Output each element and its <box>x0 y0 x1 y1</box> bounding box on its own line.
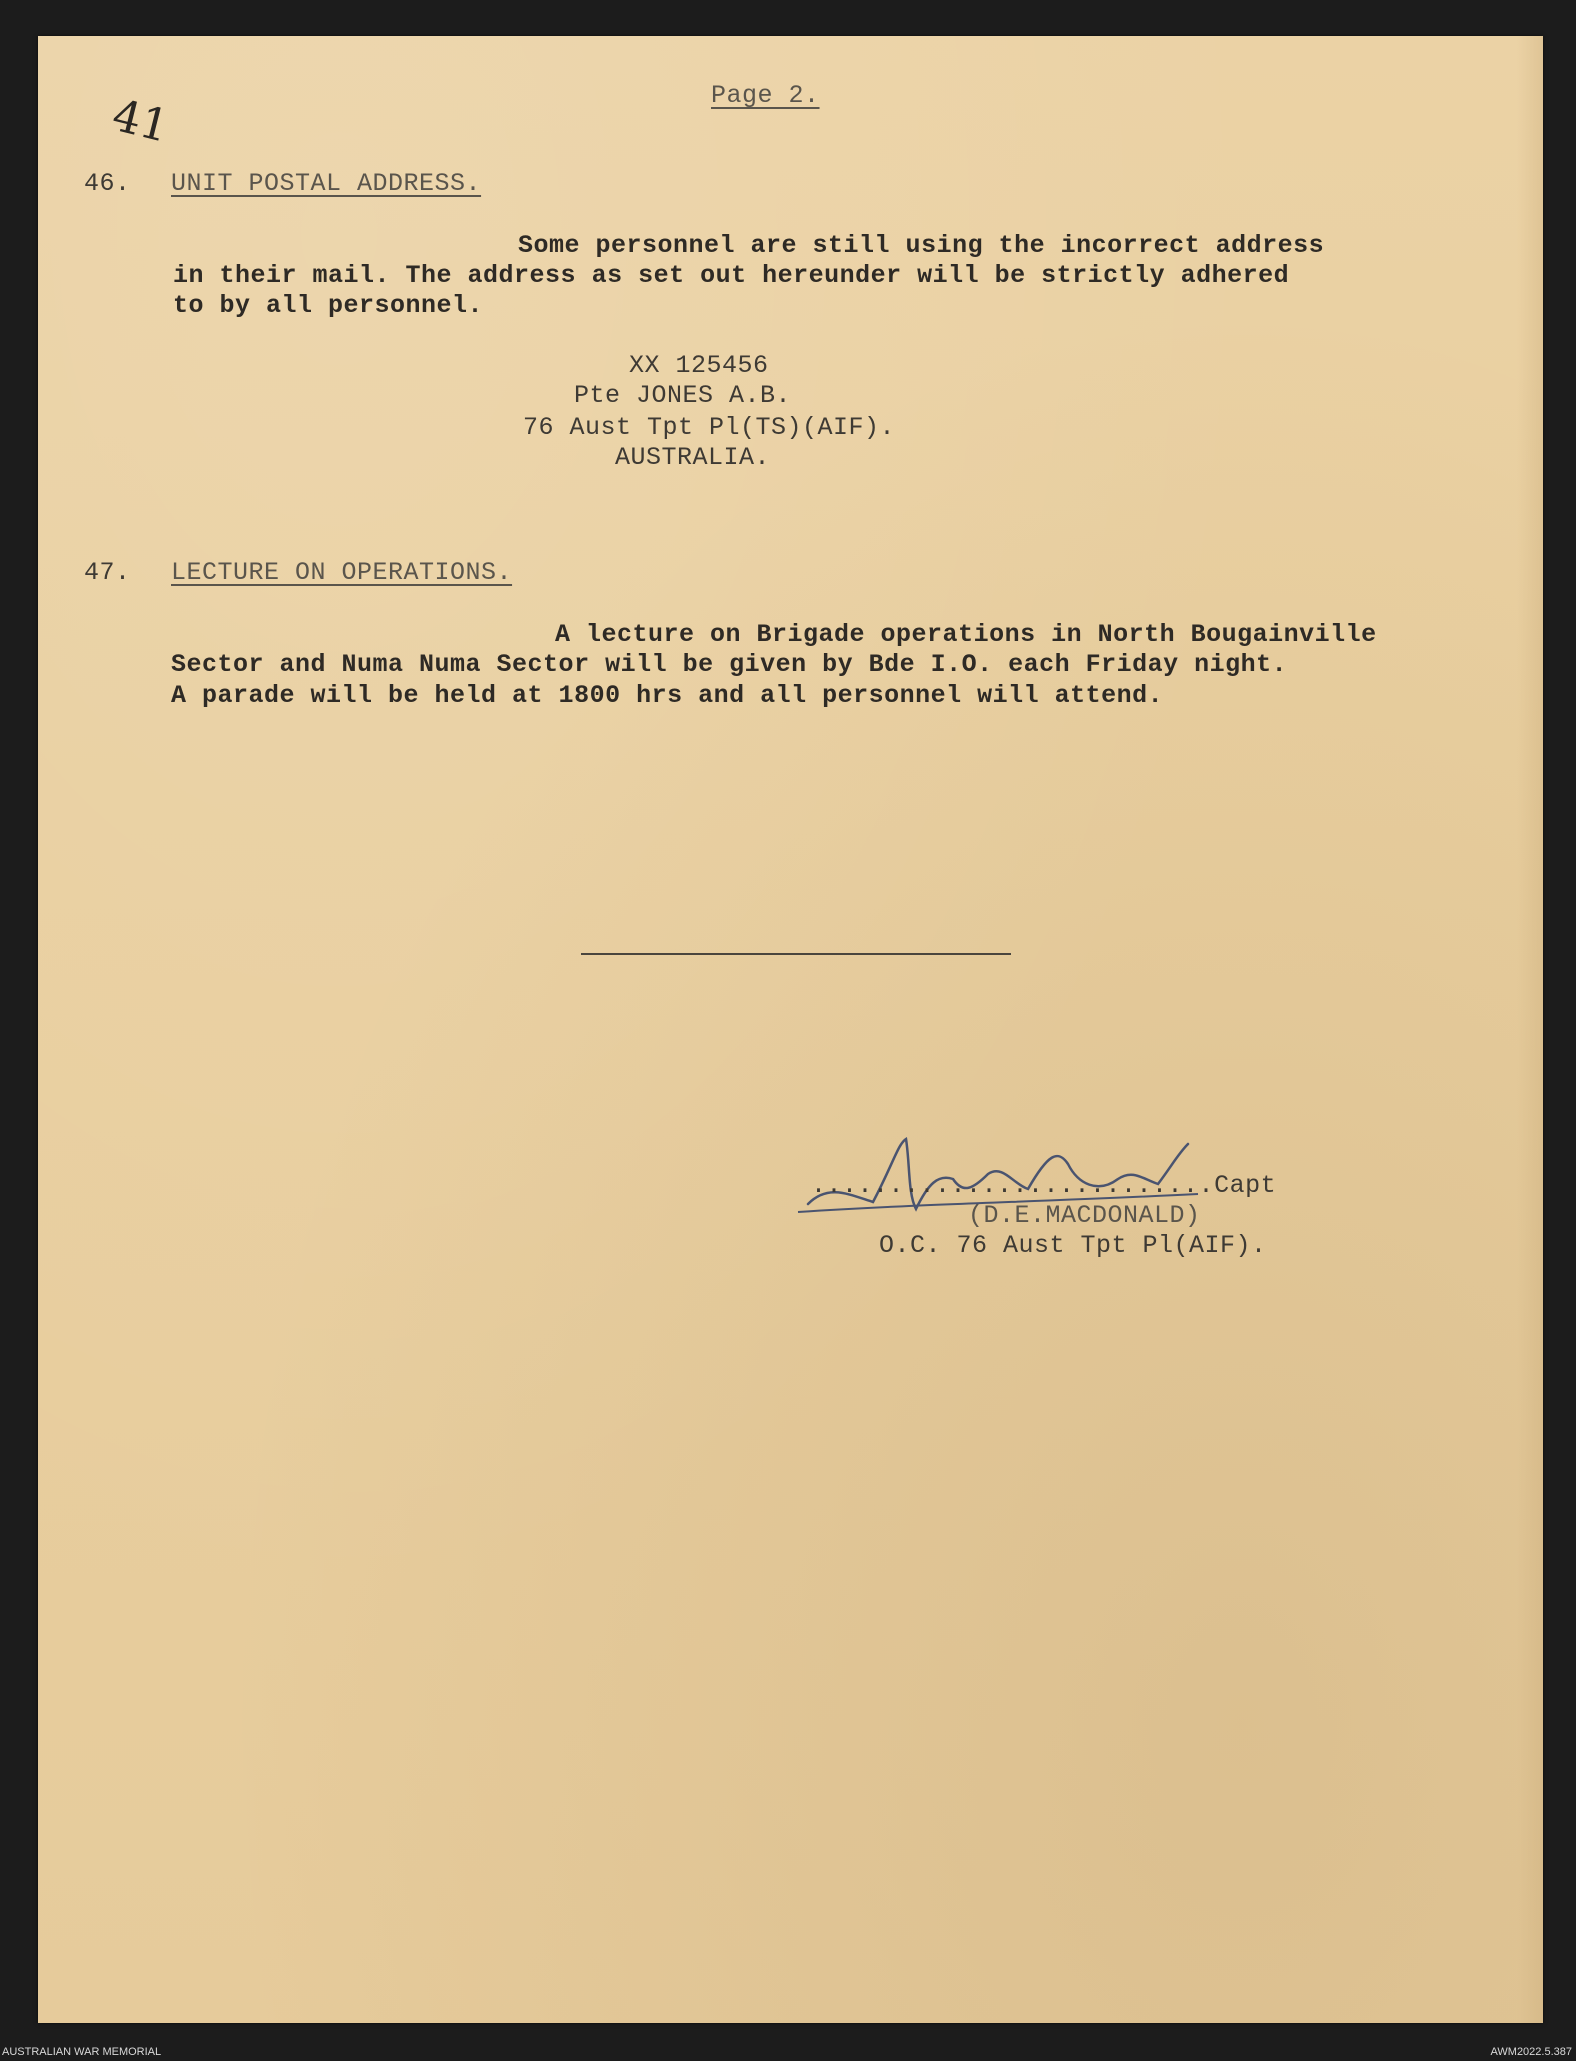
address-line-1: XX 125456 <box>629 351 769 380</box>
signature-dots-rank: ..........................Capt <box>811 1171 1277 1200</box>
item-46-heading: UNIT POSTAL ADDRESS. <box>171 169 482 198</box>
archive-caption: AUSTRALIAN WAR MEMORIAL <box>2 2046 162 2058</box>
item-47-body-line-1: A lecture on Brigade operations in North Bougainville <box>555 620 1377 649</box>
item-46-number: 46. <box>84 169 131 198</box>
signatory-title: O.C. 76 Aust Tpt Pl(AIF). <box>879 1231 1267 1260</box>
address-line-4: AUSTRALIA. <box>615 443 771 472</box>
signatory-name: (D.E.MACDONALD) <box>968 1201 1201 1230</box>
item-46-body-line-2: in their mail. The address as set out hereunder will be strictly adhered <box>173 261 1290 290</box>
page-heading: Page 2. <box>711 81 820 110</box>
document-page <box>38 36 1543 2023</box>
paper-edge <box>1517 36 1543 2023</box>
item-46-body-line-1: Some personnel are still using the incorrect address <box>518 231 1325 260</box>
address-line-2: Pte JONES A.B. <box>574 381 792 410</box>
item-47-heading: LECTURE ON OPERATIONS. <box>171 558 513 587</box>
separator-line <box>581 953 1011 955</box>
item-47-number: 47. <box>84 558 131 587</box>
item-47-body-line-3: A parade will be held at 1800 hrs and all personnel will attend. <box>171 681 1164 710</box>
address-line-3: 76 Aust Tpt Pl(TS)(AIF). <box>523 413 896 442</box>
item-47-body-line-2: Sector and Numa Numa Sector will be given by Bde I.O. each Friday night. <box>171 650 1288 679</box>
archive-reference: AWM2022.5.387 <box>1490 2046 1572 2058</box>
svg-text:41: 41 <box>107 89 174 153</box>
item-46-body-line-3: to by all personnel. <box>173 291 484 320</box>
handwritten-page-number <box>106 84 176 159</box>
